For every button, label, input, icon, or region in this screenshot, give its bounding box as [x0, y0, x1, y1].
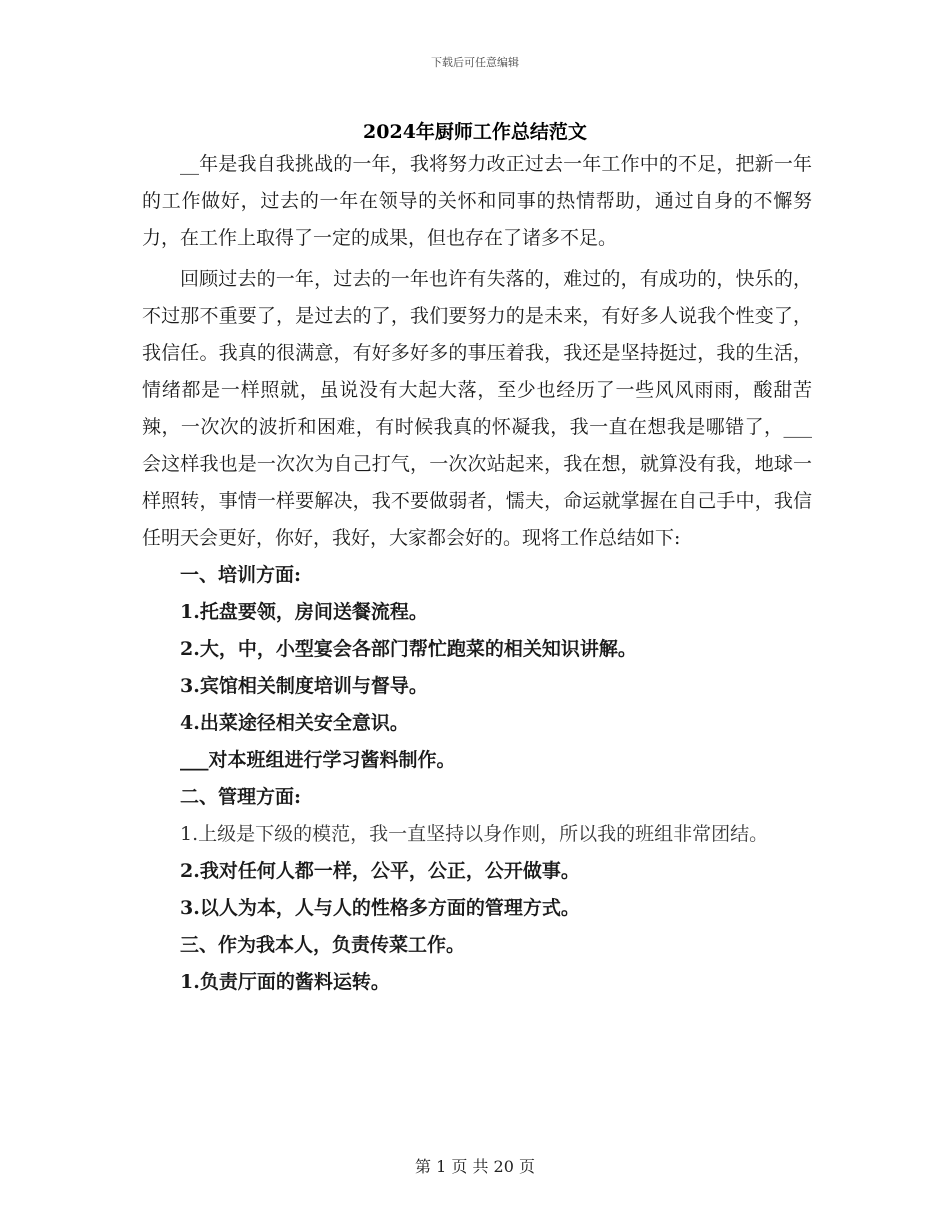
- paragraph-intro: __年是我自我挑战的一年，我将努力改正过去一年工作中的不足，把新一年的工作做好，过去的一年在领导的关怀和同事的热情帮助，通过自身的不懈努力，在工作上取得了一定的成果，但也存在了诸多不足。: [142, 153, 812, 249]
- list-item: 1.托盘要领，房间送餐流程。: [180, 601, 428, 623]
- header-note: 下载后可任意编辑: [431, 56, 519, 69]
- section-heading-training: 一、培训方面:: [180, 564, 302, 586]
- list-item: 1.负责厅面的酱料运转。: [180, 971, 390, 993]
- document-title: 2024年厨师工作总结范文: [363, 121, 587, 143]
- page-footer: 第 1 页 共 20 页: [415, 1157, 535, 1176]
- section-heading-duties: 三、作为我本人，负责传菜工作。: [180, 934, 466, 956]
- list-item: 2.我对任何人都一样，公平，公正，公开做事。: [180, 860, 580, 882]
- list-item: 3.宾馆相关制度培训与督导。: [180, 675, 428, 697]
- list-item: ___对本班组进行学习酱料制作。: [180, 749, 456, 771]
- list-item: 3.以人为本，人与人的性格多方面的管理方式。: [180, 897, 580, 919]
- paragraph-review: 回顾过去的一年，过去的一年也许有失落的，难过的，有成功的，快乐的，不过那不重要了，是过去的了，我们要努力的是未来，有好多人说我个性变了，我信任。我真的很满意，有好多好多的事压着我，我还是坚持挺过，我的生活，情绪都是一样照就，虽说没有大起大落，至少也经历了一些风风雨雨，酸甜苦辣，一次次的波折和困难，有时候我真的怀凝我，我一直在想我是哪错了，___会这样我也是一次次为自己打气，一次次站起来，我在想，就算没有我，地球一样照转，事情一样要解决，我不要做弱者，懦夫，命运就掌握在自己手中，我信任明天会更好，你好，我好，大家都会好的。现将工作总结如下:: [142, 268, 812, 549]
- list-item: 2.大，中，小型宴会各部门帮忙跑菜的相关知识讲解。: [180, 638, 637, 660]
- list-item: 1.上级是下级的模范，我一直坚持以身作则，所以我的班组非常团结。: [180, 823, 769, 845]
- document-body: [142, 146, 812, 1001]
- section-heading-management: 二、管理方面:: [180, 786, 302, 808]
- list-item: 4.出菜途径相关安全意识。: [180, 712, 409, 734]
